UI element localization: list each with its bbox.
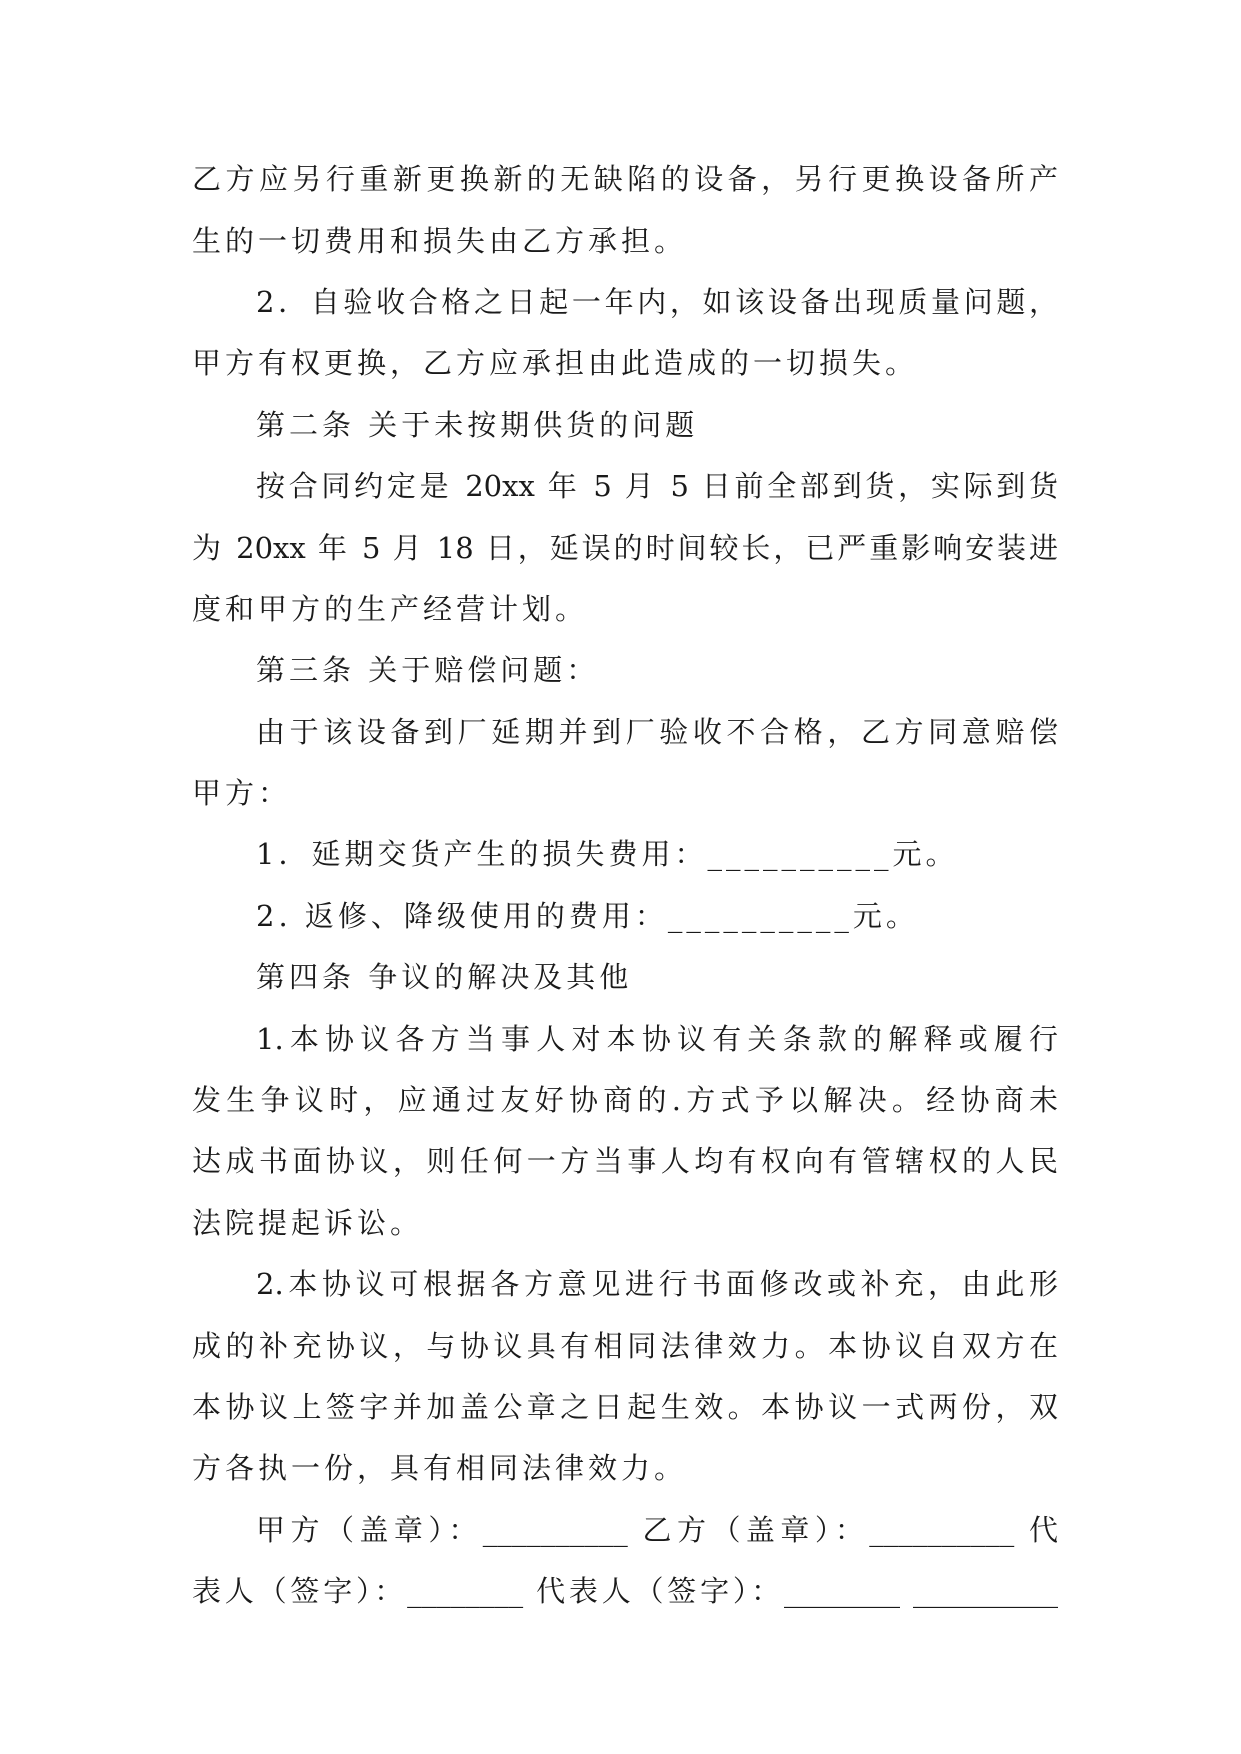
paragraph-line: 发生争议时，应通过友好协商的.方式予以解决。经协商未: [192, 1083, 1058, 1117]
paragraph-line: 为 20xx 年 5 月 18 日，延误的时间较长，已严重影响安装进: [192, 531, 1058, 565]
paragraph-line: 1.本协议各方当事人对本协议有关条款的解释或履行: [256, 1022, 1058, 1056]
paragraph-line: 甲方有权更换，乙方应承担由此造成的一切损失。: [192, 346, 919, 380]
paragraph-line: 本协议上签字并加盖公章之日起生效。本协议一式两份，双: [192, 1390, 1058, 1424]
paragraph-line: 2.本协议可根据各方意见进行书面修改或补充，由此形: [256, 1267, 1058, 1301]
section-heading: 第三条 关于赔偿问题：: [256, 653, 600, 687]
paragraph-line: 2．自验收合格之日起一年内，如该设备出现质量问题，: [256, 285, 1058, 319]
paragraph-line: 成的补充协议，与协议具有相同法律效力。本协议自双方在: [192, 1329, 1058, 1363]
paragraph-line: 度和甲方的生产经营计划。: [192, 592, 589, 626]
paragraph-line: 由于该设备到厂延期并到厂验收不合格，乙方同意赔偿: [256, 715, 1058, 749]
signature-line: 表人（签字）：________ 代表人（签字）：________ __________: [192, 1574, 1058, 1608]
paragraph-line: 甲方：: [192, 776, 292, 810]
paragraph-line: 生的一切费用和损失由乙方承担。: [192, 224, 688, 258]
list-item: 2. 返修、降级使用的费用：__________元。: [256, 899, 919, 933]
paragraph-line: 乙方应另行重新更换新的无缺陷的设备，另行更换设备所产: [192, 162, 1058, 196]
paragraph-line: 达成书面协议，则任何一方当事人均有权向有管辖权的人民: [192, 1144, 1058, 1178]
paragraph-line: 按合同约定是 20xx 年 5 月 5 日前全部到货，实际到货: [256, 469, 1058, 503]
list-item: 1．延期交货产生的损失费用：__________元。: [256, 837, 959, 871]
paragraph-line: 方各执一份，具有相同法律效力。: [192, 1451, 688, 1485]
section-heading: 第四条 争议的解决及其他: [256, 960, 633, 994]
section-heading: 第二条 关于未按期供货的问题: [256, 408, 699, 442]
paragraph-line: 法院提起诉讼。: [192, 1206, 424, 1240]
signature-line: 甲方（盖章）：__________ 乙方（盖章）：__________ 代: [256, 1513, 1058, 1547]
